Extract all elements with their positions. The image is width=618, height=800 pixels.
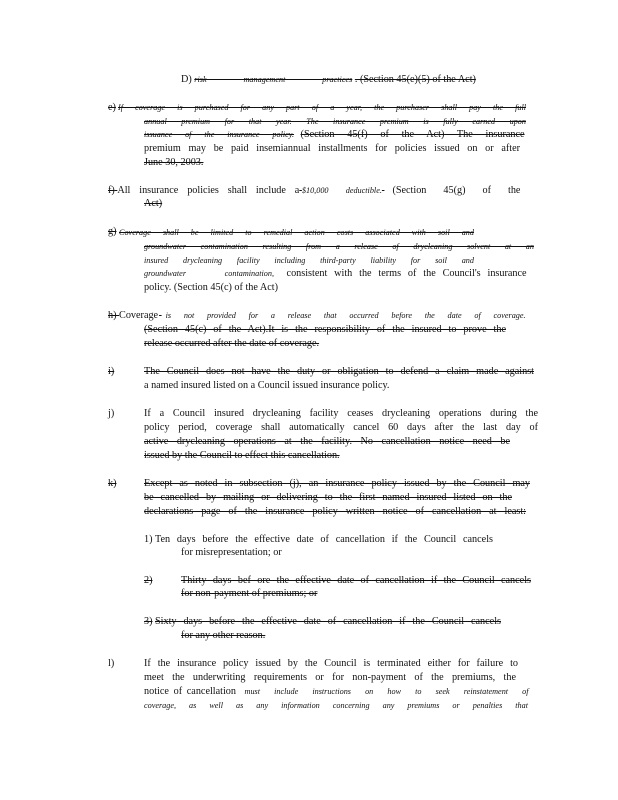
item-g-segment: consistent with the terms of the Council's insurance [286, 268, 527, 279]
item-i-line: The Council does not have the duty or obligation to defend a claim made against [144, 366, 534, 377]
item-f-segment: (Section 45(g) of the [392, 185, 521, 196]
item-h-line: (Section 45(c) of the Act).It is the responsibility of the insured to prove the [144, 324, 506, 335]
item-g-marker: g) [108, 226, 117, 237]
item-l-segment: must include instructions on how to seek reinstatement of [244, 687, 529, 696]
subitem-k2-line: for non-payment of premiums; or [181, 588, 318, 599]
item-e-segment: (Section 45(f) of the Act) The insurance [300, 129, 525, 140]
subitem-k1-line: for misrepresentation; or [181, 547, 282, 558]
subitem-k3-line: Sixty days before the effective date of cancellation if the Council cancels [155, 616, 501, 627]
item-g-segment: groundwater contamination, [144, 269, 274, 278]
item-f-segment: $10,000 deductible. [301, 186, 382, 195]
item-k-line: declarations page of the insurance policy written notice of cancellation at least: [144, 506, 526, 517]
subitem-k2-line: Thirty days bef ore the effective date of cancellation if the Council cancels [181, 575, 531, 586]
item-j-line: active drycleaning operations at the facility. No cancellation notice need be [144, 436, 510, 447]
item-l-line: meet the underwriting requirements or for non-payment of the premiums, the [144, 672, 516, 683]
item-d [181, 74, 476, 86]
item-e-line: June 30, 2003. [144, 157, 204, 168]
item-k-line: Except as noted in subsection (j), an insurance policy issued by the Council may [144, 478, 530, 489]
subitem-k1-marker: 1) [144, 534, 153, 545]
item-e-line: premium may be paid insemiannual installments for policies issued on or after [144, 143, 520, 154]
item-l-segment: notice of cancellation [144, 686, 236, 697]
item-f [108, 185, 524, 197]
item-j-line: issued by the Council to effect this cancellation. [144, 450, 340, 461]
item-e-marker: e) [108, 102, 116, 113]
item-j-line: If a Council insured drycleaning facility ceases drycleaning operations during the [144, 408, 538, 419]
item-g-line: insured drycleaning facility including third-party liability for soil and [144, 256, 474, 265]
item-l-marker: l) [108, 658, 115, 669]
item-k-marker: k) [108, 478, 117, 489]
item-e-line: annual premium for that year. The insurance premium is fully earned upon [144, 117, 526, 126]
item-e-line [144, 129, 526, 141]
item-d-cite: . (Section 45(e)(5) of the Act) [354, 74, 476, 85]
item-e-line: If coverage is purchased for any part of a year, the purchaser shall pay the full [118, 103, 526, 112]
item-g-line: policy. (Section 45(c) of the Act) [144, 282, 278, 293]
item-h-marker: h) [108, 310, 117, 321]
subitem-k3-line: for any other reason. [181, 630, 266, 641]
item-h [108, 310, 534, 322]
item-i-line: a named insured listed on a Council issued insurance policy. [144, 380, 390, 391]
item-f-segment: All insurance policies shall include a [117, 185, 300, 196]
item-h-line: release occurred after the date of coverage. [144, 338, 320, 349]
item-g-line [144, 268, 528, 280]
item-i-marker: i) [108, 366, 115, 377]
item-l-line [144, 686, 528, 698]
item-f-marker: f) [108, 185, 115, 196]
item-d-label: D) [181, 74, 192, 85]
item-l-line: If the insurance policy issued by the Council is terminated either for failure to [144, 658, 518, 669]
subitem-k3-marker: 3) [144, 616, 153, 627]
item-g-line: groundwater contamination resulting from a release of drycleaning solvent at an [144, 242, 534, 251]
item-d-text: risk management practices [194, 75, 353, 84]
item-h-segment: is not provided for a release that occurred before the date of coverage. [165, 311, 526, 320]
item-h-segment: Coverage [119, 310, 159, 321]
item-j-marker: j) [108, 408, 115, 419]
item-f-line: Act) [144, 198, 163, 209]
item-g-line: Coverage shall be limited to remedial action costs associated with soil and [119, 228, 474, 237]
item-l-line: coverage, as well as any information concerning any premiums or penalties that [144, 701, 528, 710]
item-j-line: policy period, coverage shall automatically cancel 60 days after the last day of [144, 422, 538, 433]
item-e-segment: issuance of the insurance policy. [144, 130, 294, 139]
item-k-line: be cancelled by mailing or delivering to the first named insured listed on the [144, 492, 512, 503]
subitem-k1-line: Ten days before the effective date of cancellation if the Council cancels [155, 534, 493, 545]
subitem-k2-marker: 2) [144, 575, 153, 586]
